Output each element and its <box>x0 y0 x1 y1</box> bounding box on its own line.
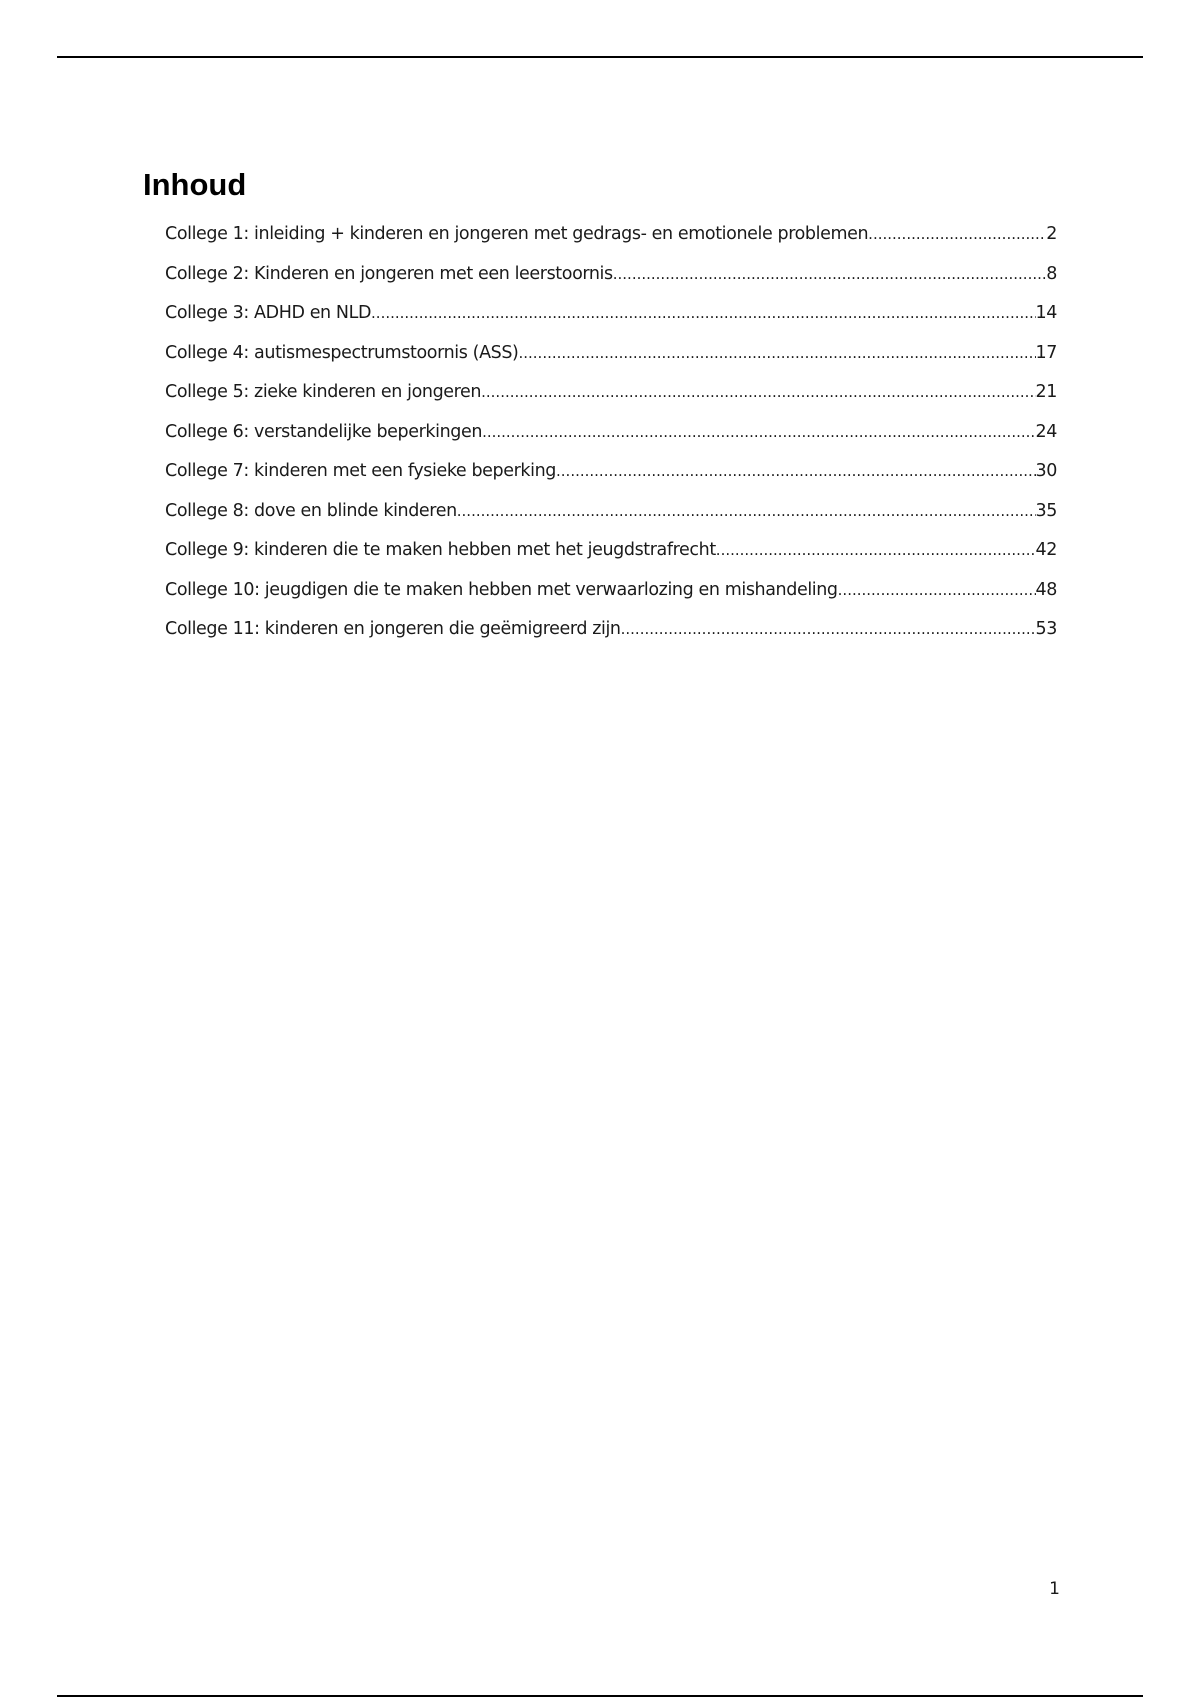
dot-leader <box>371 295 1036 331</box>
footer-rule <box>57 1695 1143 1697</box>
toc-entry[interactable] <box>165 532 1057 572</box>
toc-entry-page: 21 <box>1035 382 1057 402</box>
toc-entry-title: College 5: zieke kinderen en jongeren <box>165 382 482 402</box>
table-of-contents <box>165 216 1057 651</box>
toc-entry[interactable] <box>165 414 1057 454</box>
toc-entry[interactable] <box>165 374 1057 414</box>
toc-entry[interactable] <box>165 335 1057 375</box>
toc-entry-page: 35 <box>1035 500 1057 521</box>
toc-entry-page: 17 <box>1035 342 1057 363</box>
toc-entry-page: 30 <box>1035 461 1057 481</box>
dot-leader <box>838 572 1036 608</box>
toc-entry-title: College 7: kinderen met een fysieke beperking <box>165 461 557 481</box>
dot-leader <box>868 216 1046 252</box>
toc-entry[interactable] <box>165 572 1057 612</box>
toc-entry[interactable] <box>165 493 1057 533</box>
toc-entry-page: 42 <box>1035 540 1057 560</box>
header-rule <box>57 56 1143 58</box>
toc-entry-title: College 3: ADHD en NLD <box>165 303 372 323</box>
toc-entry-page: 14 <box>1035 303 1057 323</box>
toc-entry-title: College 11: kinderen en jongeren die geëmigreerd zijn <box>165 619 621 639</box>
toc-entry-title: College 6: verstandelijke beperkingen <box>165 421 483 442</box>
toc-entry-title: College 1: inleiding + kinderen en jongeren met gedrags- en emotionele problemen <box>165 224 869 244</box>
dot-leader <box>716 532 1036 568</box>
dot-leader <box>518 335 1035 371</box>
dot-leader <box>621 611 1036 647</box>
toc-entry-title: College 4: autismespectrumstoornis (ASS) <box>165 342 519 363</box>
toc-entry-title: College 8: dove en blinde kinderen <box>165 500 457 521</box>
toc-entry-page: 8 <box>1046 263 1057 284</box>
page-number: 1 <box>1049 1579 1060 1599</box>
toc-entry-title: College 2: Kinderen en jongeren met een leerstoornis <box>165 263 613 284</box>
toc-entry-page: 48 <box>1035 579 1057 600</box>
toc-entry[interactable] <box>165 611 1057 651</box>
toc-entry-title: College 9: kinderen die te maken hebben met het jeugdstrafrecht <box>165 540 716 560</box>
toc-entry[interactable] <box>165 453 1057 493</box>
toc-entry[interactable] <box>165 256 1057 296</box>
toc-entry-page: 53 <box>1035 619 1057 639</box>
dot-leader <box>613 256 1047 292</box>
toc-entry-title: College 10: jeugdigen die te maken hebben met verwaarlozing en mishandeling <box>165 579 838 600</box>
toc-entry[interactable] <box>165 216 1057 256</box>
toc-entry[interactable] <box>165 295 1057 335</box>
dot-leader <box>481 374 1035 410</box>
toc-entry-page: 24 <box>1035 421 1057 442</box>
toc-heading: Inhoud <box>143 167 247 202</box>
toc-entry-page: 2 <box>1046 224 1057 244</box>
dot-leader <box>482 414 1035 450</box>
dot-leader <box>457 493 1036 529</box>
dot-leader <box>556 453 1036 489</box>
